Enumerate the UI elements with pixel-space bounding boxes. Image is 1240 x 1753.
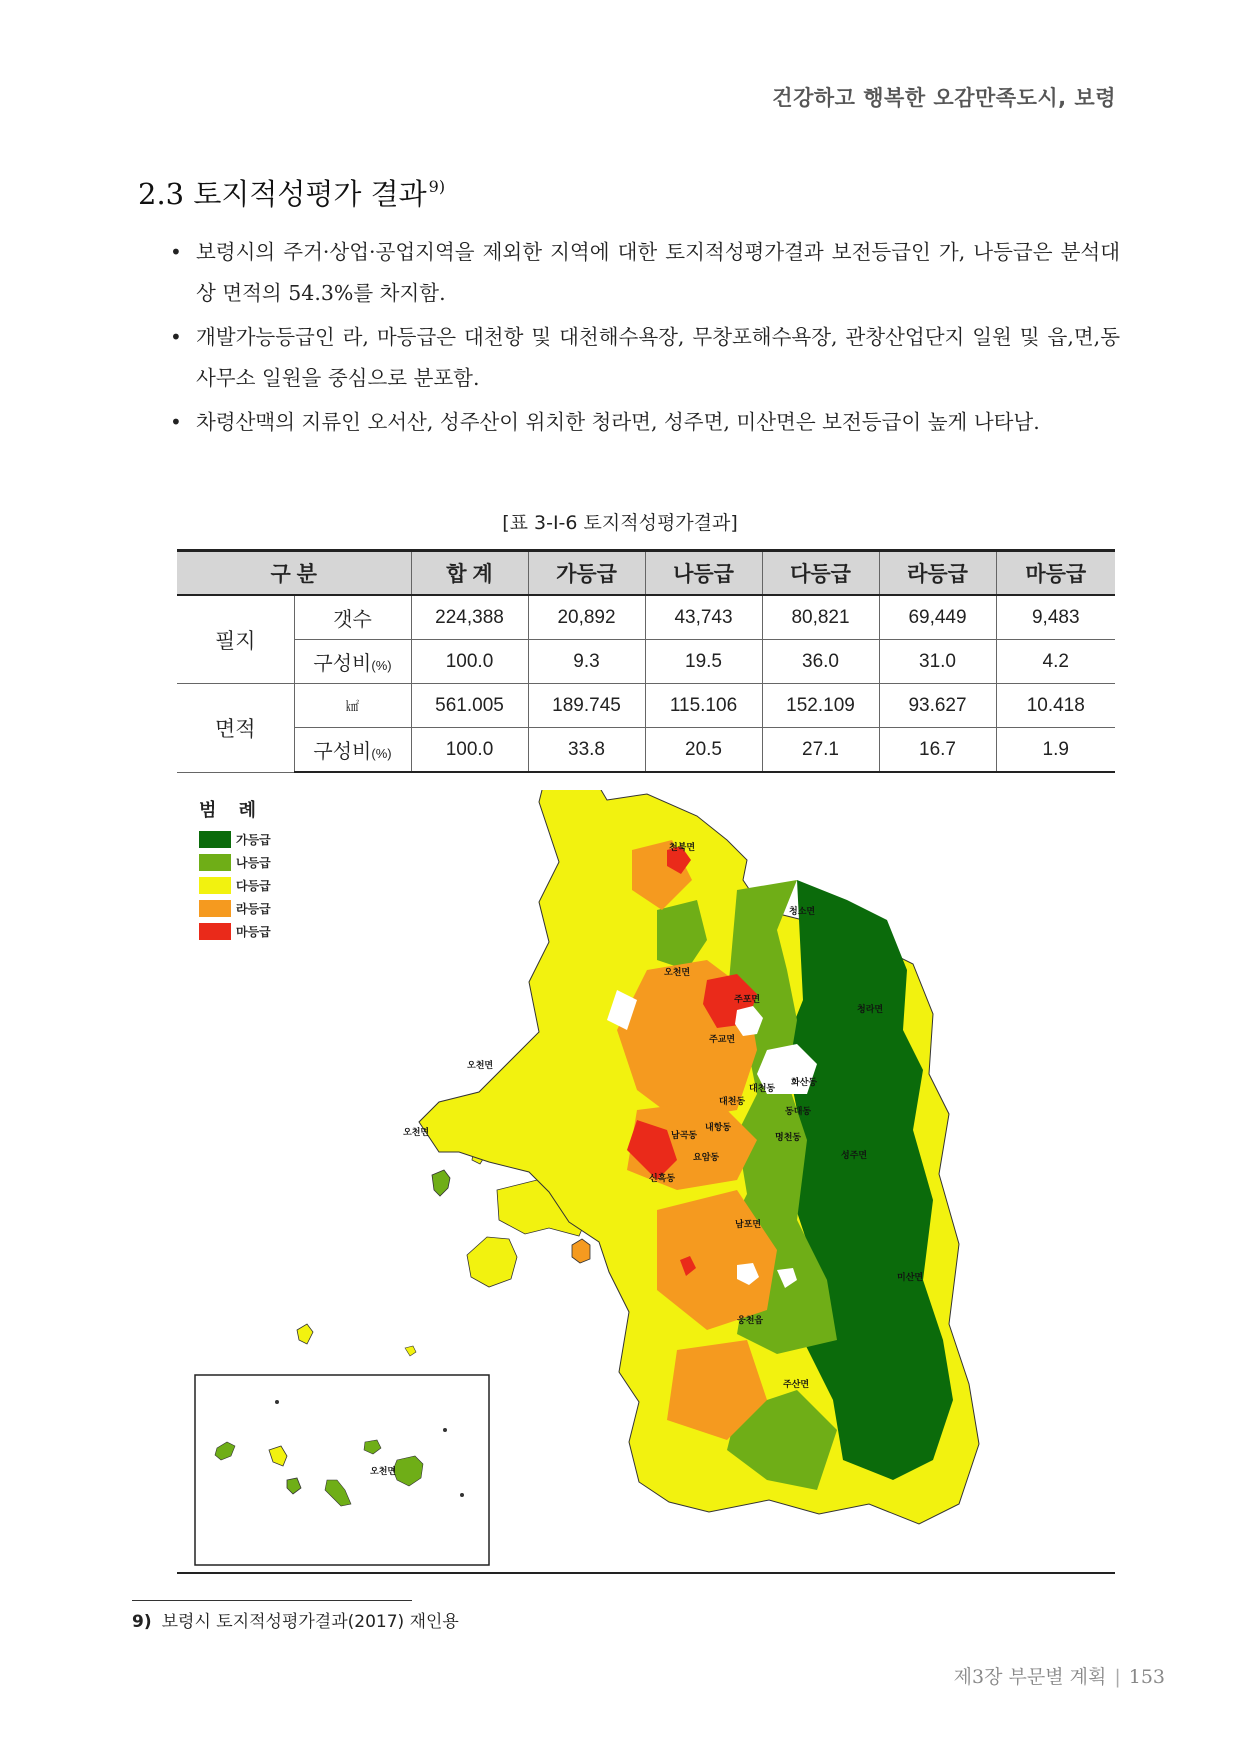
suitability-map-figure — [177, 790, 1115, 1572]
row-label-text: ㎢ — [345, 699, 359, 714]
table-cell: 115.106 — [645, 684, 762, 728]
footnote-reference[interactable]: 9) — [428, 177, 446, 196]
table-row — [177, 640, 1115, 684]
map-label: 웅천읍 — [737, 1316, 764, 1326]
inset-islet — [275, 1400, 279, 1404]
legend-label: 마등급 — [236, 925, 271, 939]
table-cell: 93.627 — [879, 684, 996, 728]
bullet-item: • 차령산맥의 지류인 오서산, 성주산이 위치한 청라면, 성주면, 미산면은 보전등급이 높게 나타남. — [170, 402, 1120, 443]
legend-swatch-da — [199, 877, 231, 894]
island-yeonpo — [572, 1239, 590, 1263]
land-suitability-table — [177, 549, 1115, 773]
table-cell: 100.0 — [411, 640, 528, 684]
row-label-unit: (%) — [371, 658, 392, 673]
map-label: 요암동 — [693, 1153, 720, 1163]
figure-bottom-rule — [177, 1572, 1115, 1574]
row-label — [294, 684, 411, 728]
group-label-area: 면적 — [177, 684, 294, 773]
legend-label: 라등급 — [236, 902, 271, 916]
map-label: 내항동 — [705, 1123, 732, 1133]
page-footer — [954, 1662, 1165, 1689]
bullet-item: • 보령시의 주거·상업·공업지역을 제외한 지역에 대한 토지적성평가결과 보전등급인 가, 나등급은 분석대상 면적의 54.3%를 차지함. — [170, 232, 1120, 314]
table-cell: 1.9 — [996, 728, 1115, 773]
row-label-unit: (%) — [371, 746, 392, 761]
header-grade-ga: 가등급 — [528, 551, 645, 596]
map-label: 남곡동 — [671, 1131, 698, 1141]
legend-swatch-ma — [199, 923, 231, 940]
footer-chapter: 제3장 부문별 계획 — [953, 1666, 1107, 1688]
table-cell: 43,743 — [645, 595, 762, 640]
footnote-divider — [132, 1600, 412, 1601]
header-grade-ma: 마등급 — [996, 551, 1115, 596]
table-cell: 19.5 — [645, 640, 762, 684]
header-grade-ra: 라등급 — [879, 551, 996, 596]
table-cell: 36.0 — [762, 640, 879, 684]
legend-label: 다등급 — [236, 879, 271, 893]
map-label: 대천동 — [719, 1097, 746, 1107]
legend-title: 범 례 — [199, 800, 265, 821]
legend-swatch-ga — [199, 831, 231, 848]
table-cell: 189.745 — [528, 684, 645, 728]
table-cell: 27.1 — [762, 728, 879, 773]
legend-label: 가등급 — [236, 833, 271, 847]
table-cell: 20.5 — [645, 728, 762, 773]
map-label: 남포면 — [735, 1220, 762, 1230]
group-label-parcel: 필지 — [177, 595, 294, 684]
table-row — [177, 728, 1115, 773]
table-cell: 16.7 — [879, 728, 996, 773]
table-cell: 224,388 — [411, 595, 528, 640]
map-label: 오천면 — [467, 1061, 494, 1071]
row-label-text: 구성비 — [313, 741, 372, 763]
running-header: 건강하고 행복한 오감만족도시, 보령 — [772, 86, 1116, 110]
row-label — [294, 640, 411, 684]
table-cell: 80,821 — [762, 595, 879, 640]
row-label — [294, 728, 411, 773]
table-cell: 33.8 — [528, 728, 645, 773]
table-cell: 31.0 — [879, 640, 996, 684]
header-category: 구 분 — [177, 551, 411, 596]
legend-item — [199, 851, 319, 874]
legend-swatch-ra — [199, 900, 231, 917]
header-total: 합 계 — [411, 551, 528, 596]
legend-item — [199, 920, 319, 943]
table-cell: 152.109 — [762, 684, 879, 728]
table-row — [177, 595, 1115, 640]
map-label: 오천면 — [370, 1467, 397, 1477]
header-grade-da: 다등급 — [762, 551, 879, 596]
map-label: 명천동 — [775, 1133, 802, 1143]
row-label-text: 갯수 — [333, 609, 372, 631]
map-label: 화산동 — [791, 1078, 818, 1088]
footnote — [132, 1607, 459, 1632]
table-row — [177, 684, 1115, 728]
table-cell: 100.0 — [411, 728, 528, 773]
table-cell: 9.3 — [528, 640, 645, 684]
bullet-item: • 개발가능등급인 라, 마등급은 대천항 및 대천해수욕장, 무창포해수욕장, 관창산업단지 일원 및 읍,면,동사무소 일원을 중심으로 분포함. — [170, 317, 1120, 399]
inset-frame — [195, 1375, 489, 1565]
island-hyojado — [432, 1170, 450, 1196]
map-label: 미산면 — [897, 1273, 924, 1283]
map-label: 주산면 — [783, 1380, 810, 1390]
section-title — [138, 172, 445, 213]
map-label: 주포면 — [734, 995, 761, 1005]
page-number: 153 — [1128, 1666, 1165, 1688]
header-grade-na: 나등급 — [645, 551, 762, 596]
section-title-text: 2.3 토지적성평가 결과 — [138, 177, 427, 211]
map-label: 성주면 — [841, 1151, 868, 1161]
row-label-text: 구성비 — [313, 653, 372, 675]
table-caption: [표 3-Ⅰ-6 토지적성평가결과] — [502, 512, 738, 534]
inset-islet — [460, 1493, 464, 1497]
map-label: 천북면 — [669, 843, 696, 853]
footnote-text: 보령시 토지적성평가결과(2017) 재인용 — [161, 1612, 459, 1632]
table-cell: 69,449 — [879, 595, 996, 640]
map-legend — [199, 796, 319, 943]
island-sapsido — [467, 1237, 517, 1287]
map-label: 청라면 — [857, 1005, 884, 1015]
table-cell: 561.005 — [411, 684, 528, 728]
map-label: 오천면 — [403, 1128, 430, 1138]
legend-item — [199, 874, 319, 897]
footnote-number: 9) — [132, 1612, 152, 1632]
row-label — [294, 595, 411, 640]
bullet-list — [170, 232, 1120, 446]
table-header-row — [177, 551, 1115, 596]
table-cell: 4.2 — [996, 640, 1115, 684]
map-label: 동대동 — [785, 1107, 812, 1117]
legend-label: 나등급 — [236, 856, 271, 870]
legend-swatch-na — [199, 854, 231, 871]
map-label: 신흑동 — [649, 1174, 676, 1184]
map-label: 주교면 — [709, 1035, 736, 1045]
table-cell: 9,483 — [996, 595, 1115, 640]
map-label: 청소면 — [789, 907, 816, 917]
legend-item — [199, 897, 319, 920]
table-cell: 10.418 — [996, 684, 1115, 728]
inset-islet — [443, 1428, 447, 1432]
table-cell: 20,892 — [528, 595, 645, 640]
map-label: 오천면 — [664, 968, 691, 978]
island-hodo — [297, 1324, 313, 1344]
map-label: 대천동 — [749, 1084, 776, 1094]
legend-item — [199, 828, 319, 851]
footer-separator: | — [1114, 1666, 1121, 1688]
island-small — [405, 1346, 416, 1356]
